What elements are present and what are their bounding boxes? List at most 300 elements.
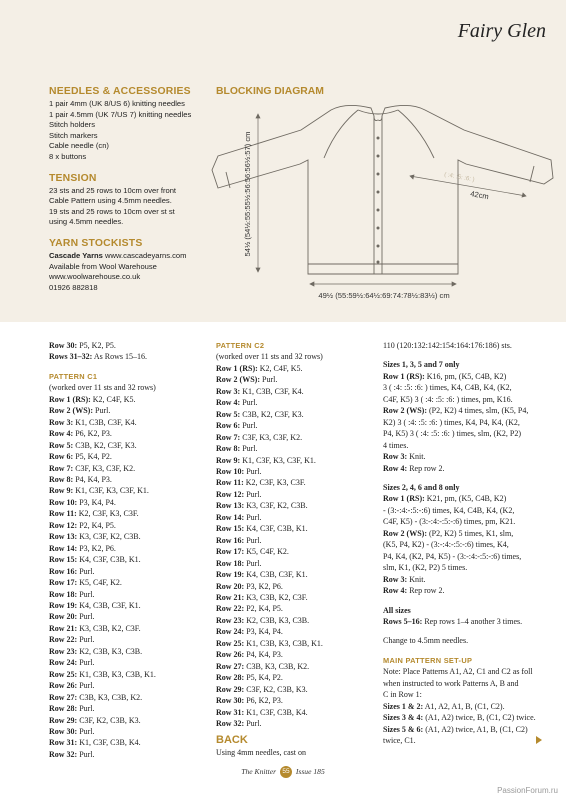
pattern-row-label: Row 28: (49, 704, 78, 714)
pattern-row (383, 463, 553, 474)
pattern-row (216, 672, 376, 683)
tension-line: 19 sts and 25 rows to 10cm over st st (49, 206, 175, 216)
pattern-row (49, 669, 209, 680)
pattern-row-label: Row 10: (49, 497, 78, 507)
yarn-line: Available from Wool Warehouse (49, 261, 157, 271)
pattern-row-label: Row 23: (49, 646, 78, 656)
pattern-row-text: K1, C3B, C3F, K4. (73, 417, 137, 427)
pattern-row-label: Row 20: (49, 612, 78, 622)
pattern-row (216, 707, 376, 718)
pattern-row-text: P3, K4, P4. (77, 497, 116, 507)
pattern-row-label: Row 30: (49, 341, 78, 350)
pattern-row-text: C3B, K3, C3B, K2. (77, 692, 143, 702)
pattern-row-label: Row 31: (216, 707, 245, 717)
pattern-row-label: Row 16: (216, 535, 245, 545)
pattern-row (49, 566, 209, 577)
pattern-row (216, 581, 376, 592)
pattern-row-label: Row 2 (WS): (216, 375, 260, 385)
pattern-row-text: P2, K4, P5. (77, 520, 116, 530)
pattern-row-label: Row 5: (216, 409, 241, 419)
pattern-row-label: Row 23: (216, 615, 245, 625)
page-number-badge: 55 (280, 766, 292, 778)
materials-column (49, 86, 219, 303)
pattern-row (49, 726, 209, 737)
pattern-row (383, 616, 553, 627)
pattern-row (216, 523, 376, 534)
pattern-row (49, 623, 209, 634)
pattern-row-label: Row 6: (49, 452, 74, 462)
pattern-row-label: Row 20: (216, 581, 245, 591)
pattern-row-label: Row 29: (216, 684, 245, 694)
pattern-row-label: Row 3: (383, 574, 408, 584)
pattern-row-text: P5, K4, P2. (244, 673, 283, 683)
pattern-row-text: C3B, K2, C3F, K3. (240, 409, 304, 419)
pattern-row-text: Purl. (244, 535, 262, 545)
pattern-row-label: Sizes 1 & 2: (383, 701, 424, 711)
pattern-row-text: C3F, K2, C3B, K3. (244, 684, 308, 694)
pattern-row-text: K21, pm, (K5, C4B, K2) (424, 494, 507, 504)
footer-issue: Issue 185 (295, 766, 325, 776)
pattern-row (383, 724, 553, 735)
pattern-row (49, 485, 209, 496)
pattern-row-text: K1, C3F, K3, C3F, K1. (240, 455, 316, 465)
pattern-row (383, 701, 553, 712)
pattern-row (383, 574, 553, 585)
pattern-row-text: Purl. (77, 658, 95, 668)
pattern-row (383, 528, 553, 539)
pattern-row (49, 692, 209, 703)
pattern-row (216, 626, 376, 637)
watermark: PassionForum.ru (497, 786, 558, 795)
pattern-row (216, 546, 376, 557)
pattern-row-text: K16, pm, (K5, C4B, K2) (424, 371, 507, 381)
pattern-c2-sub: (worked over 11 sts and 32 rows) (216, 352, 323, 362)
pattern-row-label: Row 29: (49, 715, 78, 725)
pattern-row-label: Row 26: (216, 650, 245, 660)
pattern-row-text: Purl. (77, 681, 95, 691)
pattern-row-text: Purl. (77, 566, 95, 576)
pattern-row-text: K5, C4F, K2. (244, 547, 289, 557)
pattern-row (216, 432, 376, 443)
pattern-row (49, 417, 209, 428)
back-line: Using 4mm needles, cast on (216, 747, 306, 757)
all-sizes-heading (383, 605, 553, 616)
pattern-row-text: Knit. (407, 452, 426, 462)
pattern-row-text: C3B, K3, C3B, K2. (244, 661, 310, 671)
pattern-row-text: K1, C3B, K3, C3B, K1. (77, 669, 156, 679)
pattern-row-label: Row 30: (49, 726, 78, 736)
pattern-row (49, 497, 209, 508)
pattern-row-text: K3, C3F, K2, C3B. (244, 501, 308, 511)
pattern-row-label: Row 1 (RS): (383, 494, 425, 504)
pattern-row-text: slm, K1, (K2, P2) 5 times. (383, 563, 468, 573)
tension-line: using 4.5mm needles. (49, 217, 124, 227)
sleeve-sub-label: ( :4: :5: :6: ) (443, 172, 475, 184)
pattern-row-text: P3, K2, P6. (77, 543, 116, 553)
pattern-row (49, 715, 209, 726)
pattern-row-text: P3, K2, P6. (244, 581, 283, 591)
all-sizes-heading-text: All sizes (383, 605, 411, 615)
pattern-row-label: Row 27: (216, 661, 245, 671)
pattern-row-text: 4 times. (383, 440, 409, 450)
pattern-row (216, 535, 376, 546)
pattern-row-text: P6, K2, P3. (244, 696, 283, 706)
pattern-row-label: Row 4: (49, 429, 74, 439)
pattern-row (383, 451, 553, 462)
needles-heading: NEEDLES & ACCESSORIES (49, 86, 191, 97)
column-2 (216, 340, 376, 758)
pattern-row (216, 397, 376, 408)
pattern-row-label: Row 22: (49, 635, 78, 645)
footer-magazine: The Knitter (241, 766, 277, 776)
pattern-row (216, 489, 376, 500)
pattern-row (216, 466, 376, 477)
pattern-row (49, 737, 209, 748)
pattern-row-text: Purl. (244, 466, 262, 476)
pattern-row-text: Purl. (77, 704, 95, 714)
yarn-brand-url[interactable]: www.cascadeyarns.com (102, 250, 187, 260)
pattern-row (383, 735, 553, 746)
pattern-row-label: Row 24: (49, 658, 78, 668)
pattern-row (383, 666, 553, 677)
pattern-row-label: Row 26: (49, 681, 78, 691)
pattern-row-text: K1, C3F, C3B, K4. (77, 738, 141, 748)
pattern-row (216, 374, 376, 385)
pattern-row (216, 649, 376, 660)
pattern-row-text: Purl. (244, 558, 262, 568)
sizes-b-heading (383, 482, 553, 493)
pattern-row-text: P4, K4, P3. (73, 474, 112, 484)
pattern-row-text: C3B, K2, C3F, K3. (73, 440, 137, 450)
pattern-row-label: Row 27: (49, 692, 78, 702)
pattern-row (216, 409, 376, 420)
pattern-row-text: K1, C3B, K3, C3B, K1. (244, 638, 323, 648)
pattern-row-text: As Rows 15–16. (92, 352, 148, 362)
pattern-row-text: (A1, A2) twice, B, (C1, C2) twice. (423, 713, 536, 723)
pattern-row-label: Row 18: (49, 589, 78, 599)
pattern-row (216, 603, 376, 614)
cardigan-outline (212, 105, 553, 274)
page-footer (0, 766, 566, 778)
pattern-row-text: Purl. (77, 749, 95, 759)
pattern-row (383, 371, 553, 382)
pattern-row-text: K2, C3B, K3, C3B. (244, 615, 310, 625)
sleeve-dimension-label: 42cm (469, 189, 490, 202)
pattern-row (383, 712, 553, 723)
needle-item: 1 pair 4.5mm (UK 7/US 7) knitting needles (49, 109, 192, 119)
pattern-row (49, 600, 209, 611)
pattern-row-text: Rep row 2. (407, 586, 445, 596)
pattern-row-label: Row 21: (216, 592, 245, 602)
pattern-row (383, 493, 553, 504)
pattern-row-label: Row 7: (216, 432, 241, 442)
pattern-row (216, 500, 376, 511)
pattern-row-label: Row 3: (383, 452, 408, 462)
pattern-row (49, 554, 209, 565)
pattern-row-text: when instructed to work Patterns A, B and (383, 678, 519, 688)
pattern-row-text: Purl. (244, 718, 262, 728)
pattern-row-label: Sizes 5 & 6: (383, 724, 424, 734)
pattern-row-text: (P2, K2) 4 times, slm, (K5, P4, (427, 406, 529, 416)
pattern-row (383, 551, 553, 562)
pattern-row-label: Row 12: (49, 520, 78, 530)
pattern-row-text: K5, C4F, K2. (77, 578, 122, 588)
yarn-line: www.woolwarehouse.co.uk (49, 272, 141, 282)
pattern-row (383, 678, 553, 689)
pattern-row (383, 382, 553, 393)
pattern-row-label: Row 1 (RS): (216, 363, 258, 373)
pattern-row-label: Row 2 (WS): (383, 528, 427, 538)
pattern-row-label: Row 15: (216, 524, 245, 534)
pattern-row-label: Row 10: (216, 466, 245, 476)
pattern-row-text: P6, K2, P3. (73, 429, 112, 439)
pattern-row-label: Row 22: (216, 604, 245, 614)
pattern-row (216, 443, 376, 454)
pattern-row-text: C3F, K3, C3F, K2. (73, 463, 136, 473)
pattern-row-label: Row 19: (49, 600, 78, 610)
pattern-row (216, 512, 376, 523)
pattern-row (383, 405, 553, 416)
sizes-a-heading-text: Sizes 1, 3, 5 and 7 only (383, 360, 460, 370)
pattern-row-text: K4, C3B, C3F, K1. (244, 570, 308, 580)
pattern-row-label: Row 31: (49, 738, 78, 748)
pattern-row (216, 455, 376, 466)
pattern-row (216, 638, 376, 649)
pattern-row-text: Purl. (240, 444, 258, 454)
pattern-row-label: Row 28: (216, 673, 245, 683)
column-3 (383, 340, 553, 747)
pattern-row-text: P4, K4, (K2, P4, K5) - (3:-:4:-:5:-:6) times, (383, 551, 522, 561)
pattern-title: Fairy Glen (457, 20, 546, 42)
pattern-row-label: Row 14: (49, 543, 78, 553)
pattern-row (49, 451, 209, 462)
pattern-row-text: C4F, K5) 3 ( :4: :5: :6: ) times, pm, K16. (383, 394, 513, 404)
pattern-row (49, 463, 209, 474)
pattern-row-text: Knit. (407, 574, 426, 584)
pattern-row-label: Row 1 (RS): (49, 394, 91, 404)
pattern-row-text: K2) 3 ( :4: :5: :6: ) times, K4, P4, K4, (K2, (383, 417, 520, 427)
yarn-brand-line (49, 251, 219, 262)
pattern-row-label: Rows 5–16: (383, 616, 423, 626)
pattern-row-label: Row 4: (383, 586, 408, 596)
continue-arrow-icon (536, 736, 542, 744)
pattern-row (49, 703, 209, 714)
pattern-row-text: P4, K4, P3. (244, 650, 283, 660)
pattern-row-label: Row 24: (216, 627, 245, 637)
needle-item: Stitch holders (49, 120, 96, 130)
buttons (377, 137, 380, 264)
pattern-row-text: (P2, K2) 5 times, K1, slm, (427, 528, 514, 538)
pattern-row (49, 531, 209, 542)
pattern-row (49, 474, 209, 485)
pattern-row-label: Row 8: (49, 474, 74, 484)
pattern-row (49, 634, 209, 645)
pattern-row-text: P4, K5) 3 ( :4: :5: :6: ) times, slm, (K2, P2) (383, 429, 521, 439)
pattern-row-text: Note: Place Patterns A1, A2, C1 and C2 as foll (383, 667, 533, 677)
tension-heading: TENSION (49, 172, 97, 184)
pattern-row-label: Row 17: (216, 547, 245, 557)
pattern-row-text: K1, C3B, C3F, K4. (240, 386, 304, 396)
pattern-row (216, 684, 376, 695)
needle-item: Cable needle (cn) (49, 141, 109, 151)
pattern-row-text: (A1, A2) twice, A1, B, (C1, C2) (423, 724, 528, 734)
pattern-row-label: Row 19: (216, 570, 245, 580)
length-dimension-label: 54½ (54½:55:55½:56:56:56½:57) cm (243, 131, 252, 257)
pattern-row-text: K4, C3F, C3B, K1. (77, 555, 141, 565)
pattern-row-label: Row 32: (49, 749, 78, 759)
pattern-row-text: Purl. (244, 512, 262, 522)
pattern-row (383, 539, 553, 550)
pattern-row-text: Purl. (77, 635, 95, 645)
pattern-row-label: Row 11: (49, 509, 77, 519)
pattern-row (49, 405, 209, 416)
pattern-row-text: - (3:-:4:-:5:-:6) times, K4, C4B, K4, (K2, (383, 505, 515, 515)
pattern-row-text: Purl. (77, 612, 95, 622)
pattern-row-text: K2, C3B, K3, C3B. (77, 646, 143, 656)
pattern-row-text: Purl. (244, 489, 262, 499)
pattern-row (49, 657, 209, 668)
pattern-row (49, 428, 209, 439)
yarn-brand: Cascade Yarns (49, 250, 103, 260)
tension-line: 23 sts and 25 rows to 10cm over front (49, 185, 177, 195)
pattern-row (383, 428, 553, 439)
pattern-row-label: Row 16: (49, 566, 78, 576)
pattern-row (49, 520, 209, 531)
pattern-row-text: C3F, K3, C3F, K2. (240, 432, 303, 442)
pattern-row (49, 543, 209, 554)
pattern-row (216, 615, 376, 626)
pattern-row-label: Row 5: (49, 440, 74, 450)
pattern-row-label: Row 12: (216, 489, 245, 499)
pattern-c2-heading: PATTERN C2 (216, 341, 265, 350)
pattern-row-label: Row 8: (216, 444, 241, 454)
pattern-row (49, 749, 209, 760)
yarn-text (49, 251, 219, 293)
pattern-row-text: K3, C3B, K2, C3F. (77, 623, 141, 633)
pattern-row-label: Row 25: (49, 669, 78, 679)
pattern-row-text: P3, K4, P4. (244, 627, 283, 637)
pattern-row-label: Row 7: (49, 463, 74, 473)
needle-item: 8 x buttons (49, 151, 87, 161)
pattern-row-text: K1, C3F, C3B, K4. (244, 707, 308, 717)
pattern-row-text: Purl. (260, 375, 278, 385)
pattern-row-label: Row 15: (49, 555, 78, 565)
blocking-diagram (196, 98, 558, 308)
pattern-row (216, 558, 376, 569)
pattern-row-text: K1, C3F, K3, C3F, K1. (73, 486, 149, 496)
pattern-row (49, 440, 209, 451)
pattern-row-text: C3F, K2, C3B, K3. (77, 715, 141, 725)
pattern-row-label: Row 13: (216, 501, 245, 511)
tension-line: Cable Pattern using 4.5mm needles. (49, 196, 172, 206)
pattern-row (383, 440, 553, 451)
pattern-row-label: Row 2 (WS): (383, 406, 427, 416)
pattern-row-text: K3, C3F, K2, C3B. (77, 532, 141, 542)
pattern-row-text: K2, C4F, K5. (257, 363, 303, 373)
pattern-row (49, 351, 209, 362)
pattern-row (383, 516, 553, 527)
pattern-row (216, 386, 376, 397)
pattern-row-label: Rows 31–32: (49, 352, 93, 362)
pattern-row (216, 661, 376, 672)
pattern-row-label: Sizes 3 & 4: (383, 713, 424, 723)
sizes-b-heading-text: Sizes 2, 4, 6 and 8 only (383, 482, 460, 492)
pattern-row-text: Purl. (93, 406, 111, 416)
pattern-row-text: Purl. (240, 421, 258, 431)
pattern-row-text: K4, C3F, C3B, K1. (244, 524, 308, 534)
pattern-row (49, 394, 209, 405)
pattern-row-text: K2, C4F, K5. (90, 394, 136, 404)
pattern-row (383, 394, 553, 405)
pattern-row-label: Row 21: (49, 623, 78, 633)
pattern-row (216, 477, 376, 488)
pattern-row-text: K2, C3F, K3, C3F. (243, 478, 306, 488)
pattern-row (49, 589, 209, 600)
pattern-row (216, 718, 376, 729)
pattern-row-text: Rep rows 1–4 another 3 times. (422, 616, 523, 626)
pattern-row-text: C4F, K5) - (3:-:4:-:5:-:6) times, pm, K21. (383, 517, 516, 527)
pattern-row (49, 646, 209, 657)
change-needles-line: Change to 4.5mm needles. (383, 636, 469, 646)
needle-item: Stitch markers (49, 130, 98, 140)
pattern-row-label: Row 17: (49, 578, 78, 588)
blocking-diagram-heading: BLOCKING DIAGRAM (216, 86, 324, 97)
pattern-row-text: twice, C1. (383, 736, 416, 746)
pattern-row (383, 417, 553, 428)
main-pattern-heading: MAIN PATTERN SET-UP (383, 655, 473, 665)
pattern-row-label: Row 3: (216, 386, 241, 396)
pattern-row-text: Rep row 2. (407, 463, 445, 473)
pattern-row (383, 505, 553, 516)
pattern-row-text: C in Row 1: (383, 690, 422, 700)
pattern-row (49, 577, 209, 588)
pattern-row-label: Row 18: (216, 558, 245, 568)
width-dimension-label: 49½ (55:59½:64½:69:74:78½:83½) cm (318, 291, 450, 300)
pattern-row-text: P5, K2, P5. (77, 341, 116, 350)
sizes-a-heading (383, 359, 553, 370)
pattern-row-label: Row 13: (49, 532, 78, 542)
pattern-row-text: K3, C3B, K2, C3F. (244, 592, 308, 602)
pattern-row (49, 508, 209, 519)
pattern-row-text: Purl. (77, 589, 95, 599)
pattern-row (216, 569, 376, 580)
yarn-heading: YARN STOCKISTS (49, 237, 143, 249)
pattern-row-text: A1, A2, A1, B, (C1, C2). (423, 701, 505, 711)
pattern-row-text: P5, K4, P2. (73, 452, 112, 462)
pattern-row-label: Row 6: (216, 421, 241, 431)
pattern-row-text: Purl. (240, 398, 258, 408)
pattern-c1-sub: (worked over 11 sts and 32 rows) (49, 383, 156, 393)
pattern-row (383, 585, 553, 596)
yarn-line: 01926 882818 (49, 282, 98, 292)
pattern-row-label: Row 9: (49, 486, 74, 496)
tension-text (49, 186, 219, 228)
pattern-row-label: Row 9: (216, 455, 241, 465)
pattern-row (49, 340, 209, 351)
pattern-row-label: Row 25: (216, 638, 245, 648)
pattern-row-label: Row 1 (RS): (383, 371, 425, 381)
pattern-row-text: (K5, P4, K2) - (3:-:4:-:5:-:6) times, K4, (383, 540, 509, 550)
pattern-row-text: Purl. (77, 726, 95, 736)
pattern-c1-heading: PATTERN C1 (49, 371, 98, 381)
pattern-row-label: Row 11: (216, 478, 244, 488)
pattern-row-label: Row 30: (216, 696, 245, 706)
pattern-row-text: K4, C3B, C3F, K1. (77, 600, 141, 610)
pattern-row-label: Row 4: (216, 398, 241, 408)
pattern-row (49, 680, 209, 691)
column-1 (49, 340, 209, 760)
pattern-row (216, 592, 376, 603)
